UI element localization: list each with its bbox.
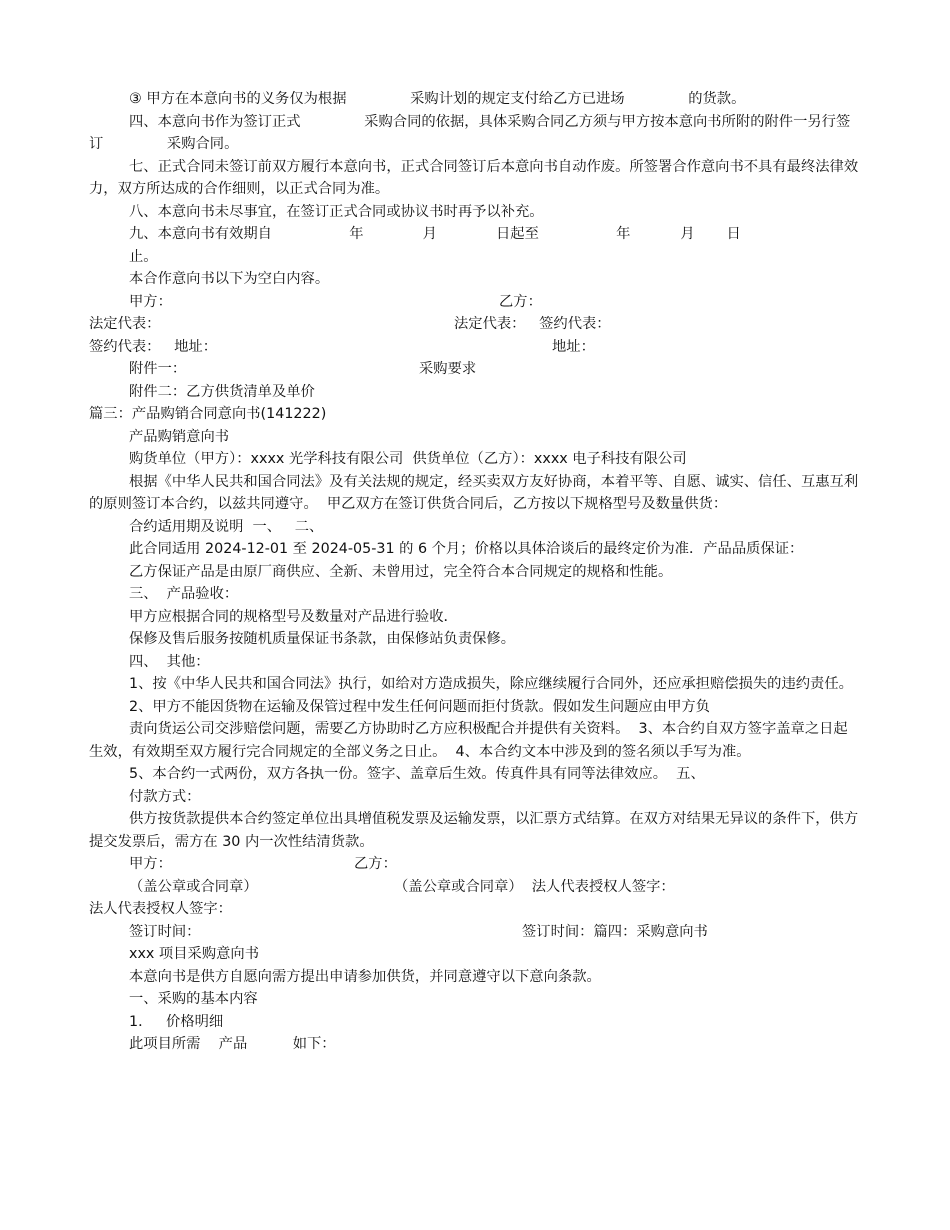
paragraph-article-8: 八、本意向书未尽事宜，在签订正式合同或协议书时再予以补充。	[129, 203, 544, 220]
paragraph-blank-note: 本合作意向书以下为空白内容。	[129, 271, 330, 287]
paragraph-parties: 购货单位（甲方）：xxxx 光学科技有限公司 供货单位（乙方）：xxxx 电子科技有限公司	[129, 451, 687, 467]
section-title-part-3: 篇三：产品购销合同意向书(141222)	[89, 406, 327, 422]
party-a-label-2: 甲方：	[129, 856, 172, 872]
doc-title-purchase-intent: 产品购销意向书	[129, 428, 230, 445]
seal-b-label: （盖公章或合同章） 法人代表授权人签字：	[394, 878, 675, 895]
paragraph-warranty: 保修及售后服务按随机质量保证书条款，由保修站负责保修。	[129, 631, 516, 647]
heading-acceptance: 三、 产品验收：	[129, 586, 239, 602]
paragraph-intro: 本意向书是供方自愿向需方提出申请参加供货，并同意遵守以下意向条款。	[129, 968, 601, 985]
paragraph-article-9: 九、本意向书有效期自 年 月 日起至 年 月 日	[129, 226, 741, 242]
paragraph-products: 此项目所需 产品 如下：	[129, 1036, 336, 1052]
paragraph-payment: 供方按货款提供本合约签定单位出具增值税发票及运输发票，以汇票方式结算。在双方对结果无异议的条件下，供方提交发票后，需方在 30 内一次性结清货款。	[89, 811, 859, 850]
signing-rep-address-label: 签约代表： 地址：	[89, 338, 218, 355]
paragraph-term: 此合同适用 2024-12-01 至 2024-05-31 的 6 个月；价格以具体洽谈后的最终定价为准．产品品质保证：	[129, 541, 804, 557]
paragraph-other-1: 1、按《中华人民共和国合同法》执行，如给对方造成损失，除应继续履行合同外，还应承担赔偿损失的违约责任。	[129, 676, 853, 692]
attachment-row-1	[89, 358, 862, 381]
sign-date-a-label: 签订时间：	[129, 923, 201, 940]
paragraph-quality: 乙方保证产品是由原厂商供应、全新、未曾用过，完全符合本合同规定的规格和性能。	[129, 563, 673, 580]
signature-row-parties	[89, 291, 862, 314]
heading-price-details: 1． 价格明细	[129, 1013, 224, 1030]
legal-rep-b-label: 法定代表： 签约代表：	[454, 316, 611, 332]
paragraph-article-7: 七、正式合同未签订前双方履行本意向书，正式合同签订后本意向书自动作废。所签署合作意向书不具有最终法律效力，双方所达成的合作细则，以正式合同为准。	[89, 158, 859, 197]
paragraph-other-5: 5、本合约一式两份，双方各执一份。签字、盖章后生效。传真件具有同等法律效应。 五、	[129, 766, 705, 782]
attachment-2: 附件二：乙方供货清单及单价	[129, 383, 315, 400]
paragraph-other-2: 2、甲方不能因货物在运输及保管过程中发生任何问题而拒付货款。假如发生问题应由甲方负	[129, 698, 710, 715]
paragraph-obligation: ③ 甲方在本意向书的义务仅为根据 采购计划的规定支付给乙方已进场 的货款。	[129, 91, 746, 107]
signature-row-seals	[89, 876, 862, 899]
party-a-label: 甲方：	[129, 293, 172, 310]
attachment-1-title: 采购要求	[419, 361, 477, 377]
legal-rep-a-label: 法定代表：	[89, 316, 161, 332]
paragraph-other-3: 责向货运公司交涉赔偿问题，需要乙方协助时乙方应积极配合并提供有关资料。 3、本合约自双方签字盖章之日起生效，有效期至双方履行完合同规定的全部义务之日止。 4、本合约文本中涉及到的签名须以手写为准。	[89, 721, 848, 760]
heading-other: 四、 其他：	[129, 653, 210, 670]
heading-payment: 付款方式：	[129, 788, 201, 805]
signature-row-representatives	[89, 313, 862, 336]
seal-a-label: （盖公章或合同章）	[129, 878, 258, 895]
signature-row-dates	[89, 921, 862, 944]
paragraph-acceptance: 甲方应根据合同的规格型号及数量对产品进行验收．	[129, 608, 458, 625]
paragraph-legal-basis: 根据《中华人民共和国合同法》及有关法规的规定，经买卖双方友好协商，本着平等、自愿、诚实、信任、互惠互利的原则签订本合约，以兹共同遵守。 甲乙双方在签订供货合同后，乙方按以下规格型号及数量供货：	[89, 473, 859, 512]
attachment-1-label: 附件一：	[129, 361, 187, 377]
paragraph-term-heading: 合约适用期及说明 一、 二、	[129, 518, 324, 535]
party-b-label: 乙方：	[499, 293, 542, 310]
authorized-signature-label: 法人代表授权人签字：	[89, 901, 232, 917]
heading-basic-content: 一、采购的基本内容	[129, 991, 258, 1007]
signature-row-address	[89, 336, 862, 359]
address-b-label: 地址：	[552, 338, 595, 355]
sign-date-b-label: 签订时间：篇四：采购意向书	[522, 923, 708, 940]
paragraph-article-9-end: 止。	[129, 248, 158, 265]
paragraph-article-4: 四、本意向书作为签订正式 采购合同的依据，具体采购合同乙方须与甲方按本意向书所附的附件一另行签订 采购合同。	[89, 113, 851, 152]
doc-title-project-intent: xxx 项目采购意向书	[129, 946, 260, 962]
party-b-label-2: 乙方：	[354, 856, 397, 872]
signature-row-parties-2	[89, 853, 862, 876]
